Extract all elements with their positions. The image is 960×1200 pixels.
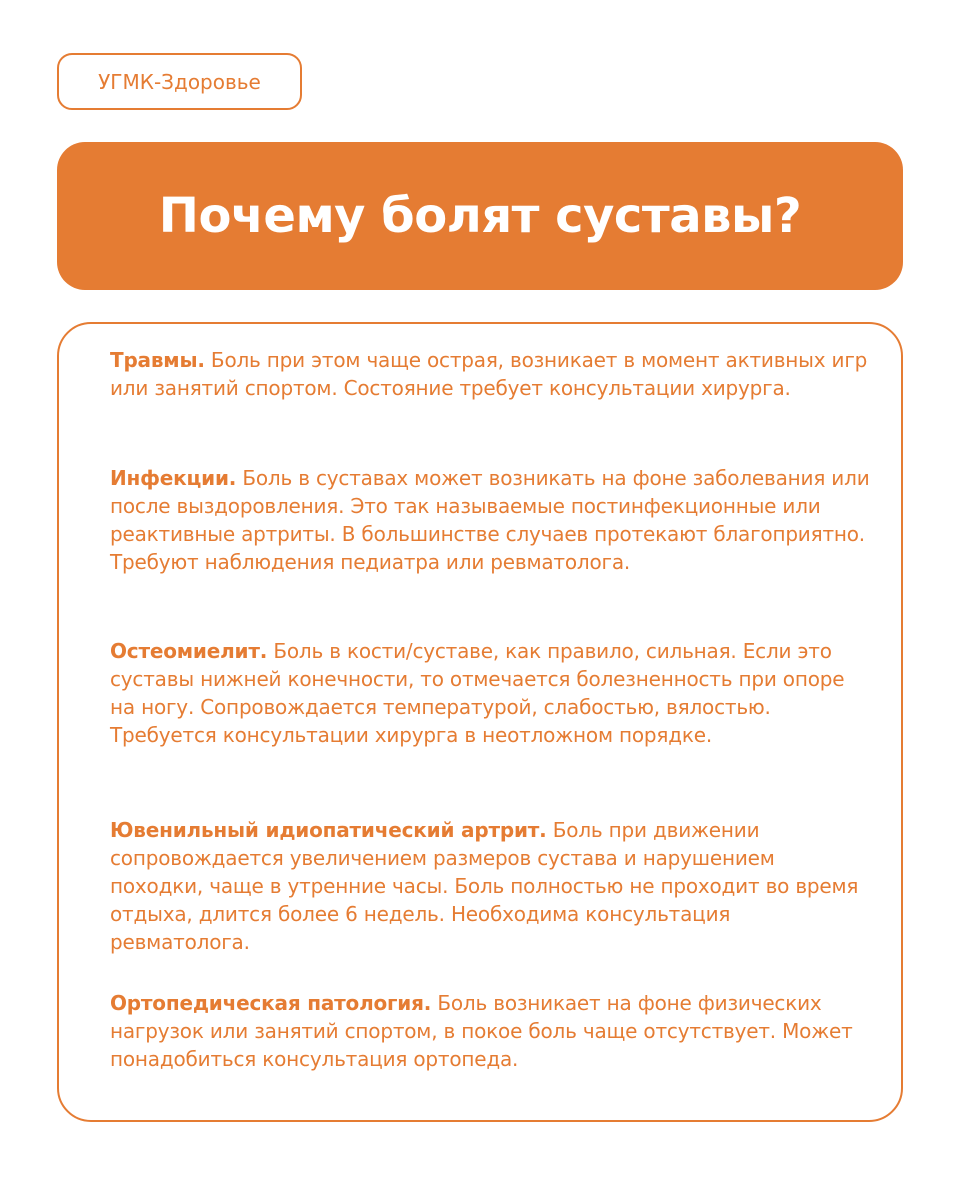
brand-tag: УГМК-Здоровье	[57, 53, 302, 110]
section-heading: Инфекции.	[110, 466, 237, 490]
section-injuries	[110, 346, 870, 402]
section-text: Боль при этом чаще острая, возникает в момент активных игр или занятий спортом. Состояние требует консультации хирурга.	[110, 348, 868, 400]
section-orthopedic-pathology	[110, 989, 870, 1073]
section-text: Боль в суставах может возникать на фоне заболевания или после выздоровления. Это так называемые постинфекционные или реактивные артриты. В большинстве случаев протекают благоприятно. Требуют наблюдения педиатра или ревматолога.	[110, 466, 870, 574]
section-text: Боль при движении сопровождается увеличением размеров сустава и нарушением походки, чаще в утренние часы. Боль полностью не проходит во время отдыха, длится более 6 недель. Необходима консультация ревматолога.	[110, 818, 859, 954]
content-card	[57, 322, 903, 1122]
page-title: Почему болят суставы?	[158, 188, 802, 244]
section-heading: Травмы.	[110, 348, 205, 372]
section-osteomyelitis	[110, 637, 870, 749]
section-heading: Ортопедическая патология.	[110, 991, 432, 1015]
section-text: Боль возникает на фоне физических нагрузок или занятий спортом, в покое боль чаще отсутствует. Может понадобиться консультация ортопеда.	[110, 991, 853, 1071]
section-heading: Ювенильный идиопатический артрит.	[110, 818, 547, 842]
section-heading: Остеомиелит.	[110, 639, 268, 663]
section-text: Боль в кости/суставе, как правило, сильная. Если это суставы нижней конечности, то отмечается болезненность при опоре на ногу. Сопровождается температурой, слабостью, вялостью. Требуется консультации хирурга в неотложном порядке.	[110, 639, 845, 747]
title-banner	[57, 142, 903, 290]
section-juvenile-arthritis	[110, 816, 870, 956]
section-infections	[110, 464, 870, 576]
